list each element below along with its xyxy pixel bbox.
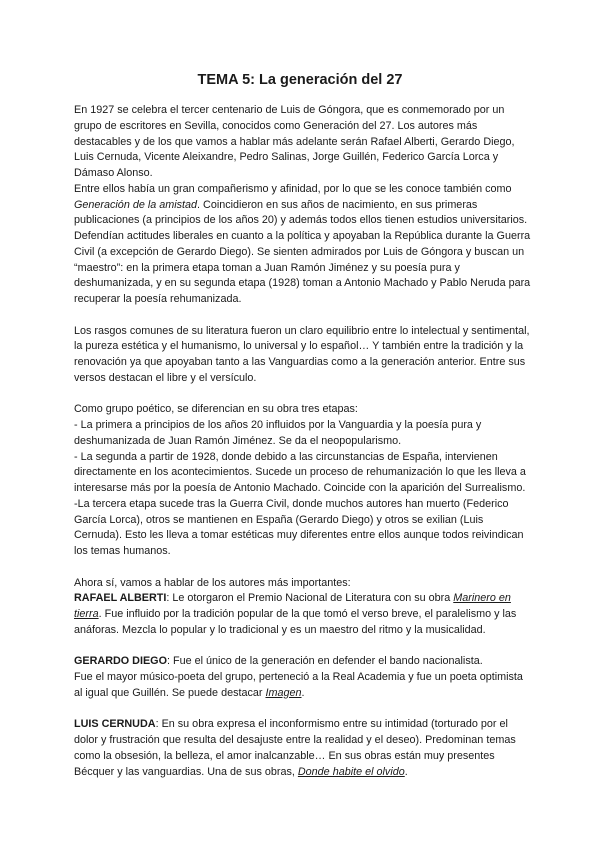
etapa-item: -La tercera etapa sucede tras la Guerra Civil, donde muchos autores han muerto (Federico García Lorca), otros se mantienen en España (Gerardo Diego) y otros se exilian (Luis Cernuda). Esto les lleva a tomar estéticas muy diferentes entre ellos aunque todos reivindican los temas humanos.	[74, 497, 524, 557]
author-name: GERARDO DIEGO	[74, 655, 167, 668]
text-run: . Fue influido por la tradición popular de la que tomó el verso breve, el paralelismo y las anáforas. Mezcla lo popular y lo tradicional y es un maestro del ritmo y la musicalidad.	[74, 608, 517, 636]
autores-intro: Ahora sí, vamos a hablar de los autores más importantes:	[74, 576, 351, 589]
work-link[interactable]: Donde habite el olvido	[297, 765, 405, 778]
text-run: : En su obra expresa el inconformismo entre su intimidad (torturado por el dolor y frustración que resulta del desajuste entre la realidad y el deseo). Predominan temas como la obsesión, la belleza, el amor inalcanzable… En sus obras están muy presentes Bécquer y las vanguardias. Una de sus obras,	[74, 718, 516, 778]
etapa-item: - La segunda a partir de 1928, donde debido a las circunstancias de España, intervienen directamente en los acontecimientos. Sucede un proceso de rehumanización lo que les lleva a interesarse más por la poesía de Antonio Machado. Coincide con la aparición del Surrealismo.	[74, 450, 526, 494]
text-run: Fue el mayor músico-poeta del grupo, perteneció a la Real Academia y fue un poeta optimista al igual que Guillén. Se puede destacar	[74, 671, 523, 699]
work-link[interactable]: Imagen	[265, 686, 302, 699]
work-link[interactable]: Marinero en tierra	[74, 592, 511, 620]
author-paragraph-cernuda	[74, 717, 534, 780]
text-run: .	[301, 686, 305, 699]
document-body	[74, 103, 534, 780]
author-name: LUIS CERNUDA	[74, 718, 156, 731]
author-name: RAFAEL ALBERTI	[74, 592, 167, 605]
etapas-intro: Como grupo poético, se diferencian en su obra tres etapas:	[74, 403, 358, 416]
text-run: .	[404, 765, 408, 778]
intro-paragraph: En 1927 se celebra el tercer centenario de Luis de Góngora, que es conmemorado por un grupo de escritores en Sevilla, conocidos como Generación del 27. Los autores más destacables y de los que vamos a hablar más adelante serán Rafael Alberti, Gerardo Diego, Luis Cernuda, Vicente Aleixandre, Pedro Salinas, Jorge Guillén, Federico García Lorca y Dámaso Alonso.	[74, 104, 515, 179]
author-paragraph-diego	[74, 654, 534, 701]
page-title: TEMA 5: La generación del 27	[197, 72, 403, 88]
etapa-item: - La primera a principios de los años 20 influidos por la Vanguardia y la poesía pura y deshumanizada de Juan Ramón Jiménez. Se da el neopopularismo.	[74, 419, 482, 447]
italic-term: Generación de la amistad	[74, 198, 198, 211]
author-paragraph-alberti	[74, 591, 534, 638]
text-run: : Fue el único de la generación en defender el bando nacionalista.	[166, 655, 483, 668]
amistad-paragraph	[74, 182, 534, 308]
text-run: : Le otorgaron el Premio Nacional de Literatura con su obra	[166, 592, 454, 605]
text-run: . Coincidieron en sus años de nacimiento, en sus primeras publicaciones (a principios de los años 20) y además todos ellos tienen estudios universitarios. Defendían actitudes liberales en cuanto a la política y apoyaban la República durante la Guerra Civil (a excepción de Gerardo Diego). Se sienten admirados por Luis de Góngora y buscan un “maestro”: en la primera etapa toman a Juan Ramón Jiménez y su poesía pura y deshumanizada, y en su segunda etapa (1928) toman a Antonio Machado y Pablo Neruda para recuperar la poesía rehumanizada.	[74, 198, 531, 305]
rasgos-paragraph: Los rasgos comunes de su literatura fueron un claro equilibrio entre lo intelectual y sentimental, la pureza estética y el humanismo, lo universal y lo español… Y también entre la tradición y la renovación ya que apoyaban tanto a las Vanguardias como a la generación anterior. Entre sus versos destacan el libre y el versículo.	[74, 324, 530, 384]
text-run: Entre ellos había un gran compañerismo y afinidad, por lo que se les conoce también como	[74, 182, 512, 195]
